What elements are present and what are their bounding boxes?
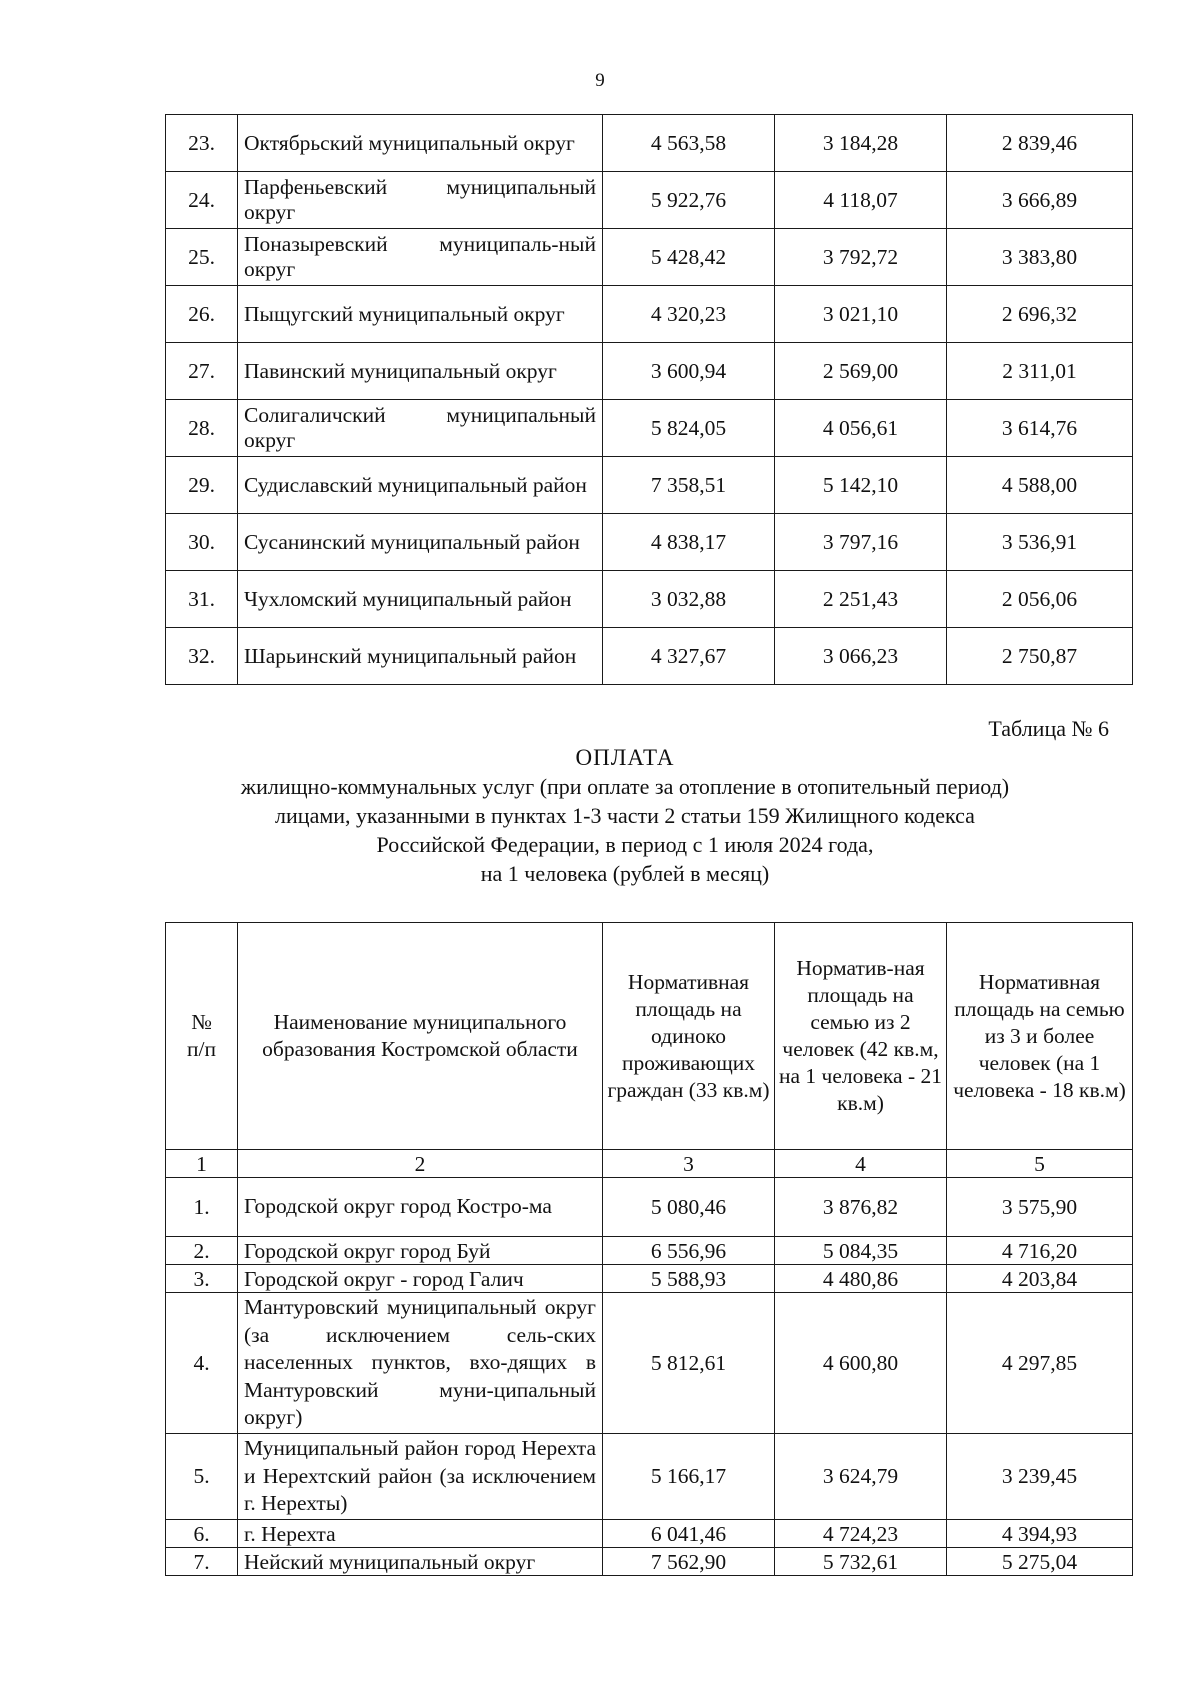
value-three-plus: 2 839,46 <box>947 115 1133 172</box>
table-row <box>166 172 1133 229</box>
table-row <box>166 400 1133 457</box>
value-two-person: 5 732,61 <box>775 1548 947 1576</box>
municipality-name: Городской округ город Костро-ма <box>238 1178 603 1237</box>
table-row <box>166 1434 1133 1520</box>
table-caption <box>150 743 1100 888</box>
table-row <box>166 286 1133 343</box>
caption-line-2: лицами, указанными в пунктах 1-3 части 2 статьи 159 Жилищного кодекса <box>275 803 975 828</box>
value-two-person: 2 569,00 <box>775 343 947 400</box>
value-single: 7 562,90 <box>603 1548 775 1576</box>
value-single: 3 032,88 <box>603 571 775 628</box>
value-single: 5 812,61 <box>603 1293 775 1434</box>
value-single: 5 166,17 <box>603 1434 775 1520</box>
value-three-plus: 3 383,80 <box>947 229 1133 286</box>
value-two-person: 5 142,10 <box>775 457 947 514</box>
table-row <box>166 571 1133 628</box>
table-row <box>166 1265 1133 1293</box>
tariff-table-continued <box>165 114 1133 685</box>
municipality-name: Городской округ город Буй <box>238 1237 603 1265</box>
value-single: 4 327,67 <box>603 628 775 685</box>
value-two-person: 3 624,79 <box>775 1434 947 1520</box>
row-number: 29. <box>166 457 238 514</box>
row-number: 6. <box>166 1520 238 1548</box>
row-number: 23. <box>166 115 238 172</box>
value-three-plus: 3 239,45 <box>947 1434 1133 1520</box>
column-index: 5 <box>947 1150 1133 1178</box>
value-two-person: 4 480,86 <box>775 1265 947 1293</box>
value-two-person: 2 251,43 <box>775 571 947 628</box>
table-row <box>166 1178 1133 1237</box>
value-three-plus: 2 056,06 <box>947 571 1133 628</box>
header-col4: Норматив-ная площадь на семью из 2 человек (42 кв.м, на 1 человека - 21 кв.м) <box>775 923 947 1150</box>
value-three-plus: 5 275,04 <box>947 1548 1133 1576</box>
value-single: 3 600,94 <box>603 343 775 400</box>
value-two-person: 5 084,35 <box>775 1237 947 1265</box>
column-index: 4 <box>775 1150 947 1178</box>
municipality-name: Октябрьский муниципальный округ <box>238 115 603 172</box>
row-number: 4. <box>166 1293 238 1434</box>
value-two-person: 3 876,82 <box>775 1178 947 1237</box>
column-index: 2 <box>238 1150 603 1178</box>
caption-title: ОПЛАТА <box>575 745 675 770</box>
table-row <box>166 1237 1133 1265</box>
value-three-plus: 2 696,32 <box>947 286 1133 343</box>
municipality-name: г. Нерехта <box>238 1520 603 1548</box>
value-three-plus: 3 575,90 <box>947 1178 1133 1237</box>
column-index: 1 <box>166 1150 238 1178</box>
row-number: 27. <box>166 343 238 400</box>
header-name: Наименование муниципального образования Костромской области <box>238 923 603 1150</box>
value-three-plus: 2 311,01 <box>947 343 1133 400</box>
value-three-plus: 3 536,91 <box>947 514 1133 571</box>
table-row <box>166 1548 1133 1576</box>
value-two-person: 3 066,23 <box>775 628 947 685</box>
value-single: 4 320,23 <box>603 286 775 343</box>
value-two-person: 4 118,07 <box>775 172 947 229</box>
municipality-name: Павинский муниципальный округ <box>238 343 603 400</box>
municipality-name: Нейский муниципальный округ <box>238 1548 603 1576</box>
table-row <box>166 343 1133 400</box>
value-single: 6 041,46 <box>603 1520 775 1548</box>
table-row <box>166 115 1133 172</box>
value-two-person: 4 600,80 <box>775 1293 947 1434</box>
municipality-name: Сусанинский муниципальный район <box>238 514 603 571</box>
caption-line-3: Российской Федерации, в период с 1 июля 2024 года, <box>376 832 874 857</box>
value-single: 5 824,05 <box>603 400 775 457</box>
value-single: 7 358,51 <box>603 457 775 514</box>
value-single: 4 838,17 <box>603 514 775 571</box>
municipality-name: Городской округ - город Галич <box>238 1265 603 1293</box>
value-single: 5 080,46 <box>603 1178 775 1237</box>
row-number: 2. <box>166 1237 238 1265</box>
table-row <box>166 229 1133 286</box>
municipality-name: Солигаличский муниципальный округ <box>238 400 603 457</box>
table-row <box>166 1293 1133 1434</box>
municipality-name: Шарьинский муниципальный район <box>238 628 603 685</box>
value-three-plus: 4 716,20 <box>947 1237 1133 1265</box>
municipality-name: Пыщугский муниципальный округ <box>238 286 603 343</box>
municipality-name: Муниципальный район город Нерехта и Нерехтский район (за исключением г. Нерехты) <box>238 1434 603 1520</box>
value-single: 6 556,96 <box>603 1237 775 1265</box>
value-two-person: 3 184,28 <box>775 115 947 172</box>
tariff-table-6-body <box>166 1178 1133 1576</box>
value-three-plus: 4 588,00 <box>947 457 1133 514</box>
header-col5: Нормативная площадь на семью из 3 и более человек (на 1 человека - 18 кв.м) <box>947 923 1133 1150</box>
header-col3: Нормативная площадь на одиноко проживающих граждан (33 кв.м) <box>603 923 775 1150</box>
row-number: 7. <box>166 1548 238 1576</box>
value-three-plus: 3 666,89 <box>947 172 1133 229</box>
value-two-person: 3 021,10 <box>775 286 947 343</box>
row-number: 24. <box>166 172 238 229</box>
municipality-name: Чухломский муниципальный район <box>238 571 603 628</box>
row-number: 32. <box>166 628 238 685</box>
caption-line-1: жилищно-коммунальных услуг (при оплате за отопление в отопительный период) <box>240 774 1010 799</box>
value-two-person: 4 724,23 <box>775 1520 947 1548</box>
municipality-name: Мантуровский муниципальный округ (за исключением сель-ских населенных пунктов, вхо-дящих в Мантуровский муни-ципальный округ) <box>238 1293 603 1434</box>
tariff-table-6 <box>165 922 1133 1576</box>
value-two-person: 4 056,61 <box>775 400 947 457</box>
table-label: Таблица № 6 <box>988 716 1109 741</box>
table-row <box>166 457 1133 514</box>
row-number: 1. <box>166 1178 238 1237</box>
row-number: 26. <box>166 286 238 343</box>
value-three-plus: 3 614,76 <box>947 400 1133 457</box>
value-three-plus: 4 394,93 <box>947 1520 1133 1548</box>
column-index: 3 <box>603 1150 775 1178</box>
value-two-person: 3 792,72 <box>775 229 947 286</box>
row-number: 3. <box>166 1265 238 1293</box>
municipality-name: Судиславский муниципальный район <box>238 457 603 514</box>
value-three-plus: 4 203,84 <box>947 1265 1133 1293</box>
row-number: 31. <box>166 571 238 628</box>
value-single: 5 588,93 <box>603 1265 775 1293</box>
tariff-table-body <box>166 115 1133 685</box>
municipality-name: Парфеньевский муниципальный округ <box>238 172 603 229</box>
header-number: № п/п <box>166 923 238 1150</box>
value-single: 5 922,76 <box>603 172 775 229</box>
value-three-plus: 2 750,87 <box>947 628 1133 685</box>
row-number: 28. <box>166 400 238 457</box>
row-number: 30. <box>166 514 238 571</box>
row-number: 5. <box>166 1434 238 1520</box>
value-single: 5 428,42 <box>603 229 775 286</box>
caption-line-4: на 1 человека (рублей в месяц) <box>480 861 770 886</box>
value-two-person: 3 797,16 <box>775 514 947 571</box>
value-single: 4 563,58 <box>603 115 775 172</box>
page-number: 9 <box>595 70 605 91</box>
municipality-name: Поназыревский муниципаль-ный округ <box>238 229 603 286</box>
table-row <box>166 628 1133 685</box>
row-number: 25. <box>166 229 238 286</box>
table-row <box>166 514 1133 571</box>
table-header-row <box>166 923 1133 1150</box>
value-three-plus: 4 297,85 <box>947 1293 1133 1434</box>
table-row <box>166 1520 1133 1548</box>
column-index-row <box>166 1150 1133 1178</box>
